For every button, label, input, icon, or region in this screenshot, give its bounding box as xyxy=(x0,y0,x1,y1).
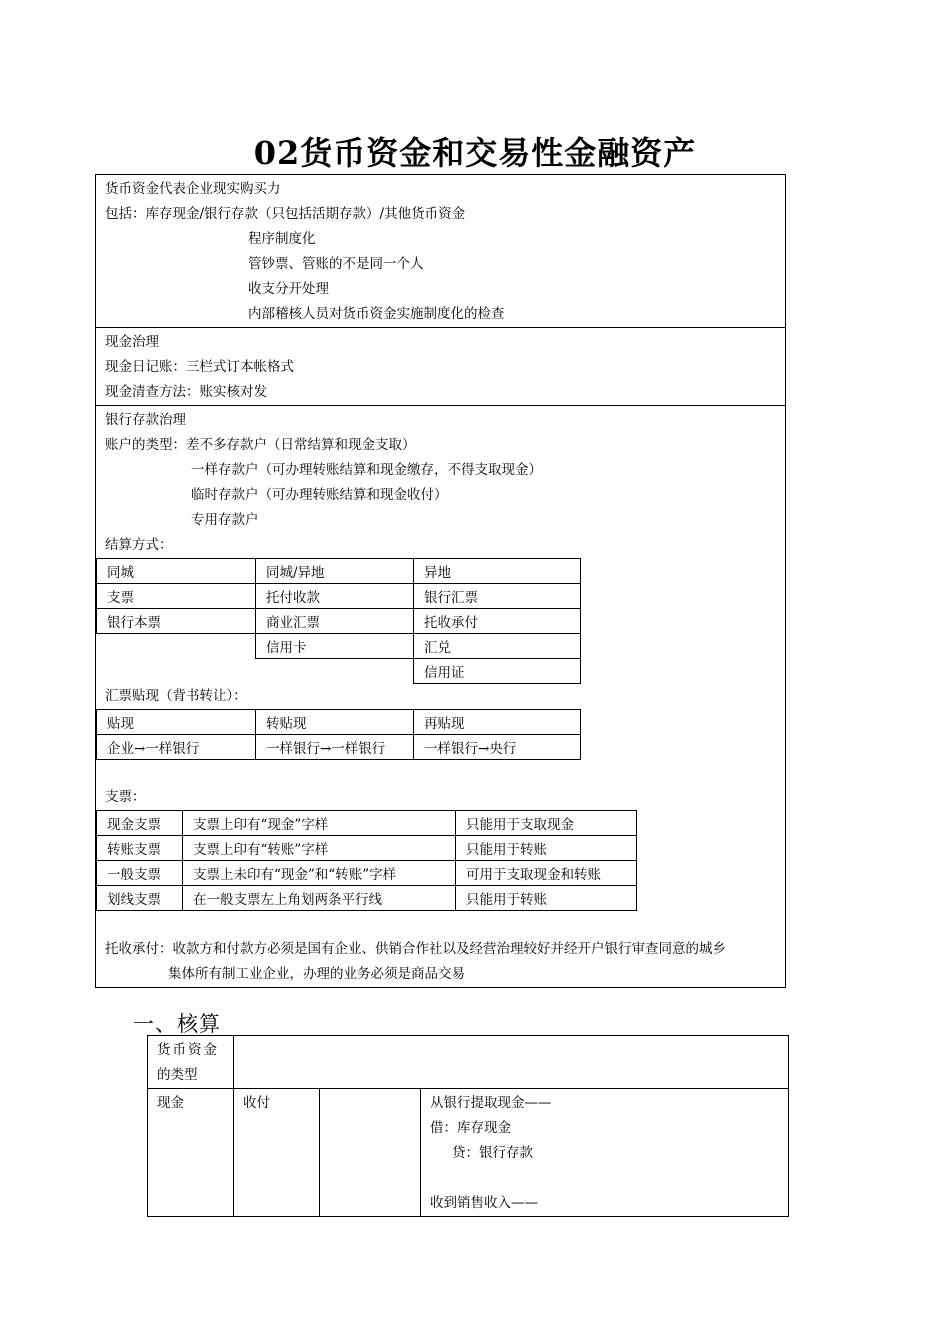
table-cell: 只能用于转账 xyxy=(456,886,637,911)
table-cell: 支票上印有“现金”字样 xyxy=(183,811,456,836)
table-cell: 信用卡 xyxy=(256,634,414,659)
cash-journal: 现金日记账：三栏式订本帐格式 xyxy=(105,359,294,375)
cash-check: 现金清查方法：账实核对发 xyxy=(105,384,267,400)
table-row xyxy=(97,710,581,735)
journal-line: 从银行提取现金—— xyxy=(430,1095,552,1111)
intro-line: 货币资金代表企业现实购买力 xyxy=(105,181,281,197)
table-cell: 再贴现 xyxy=(414,710,581,735)
collection-line: 托收承付：收款方和付款方必须是国有企业、供销合作社以及经营治理较好并经开户银行审查同意的城乡 xyxy=(105,941,726,957)
table-cell xyxy=(97,634,256,659)
table-cell: 托付收款 xyxy=(256,584,414,609)
table-cell: 同城 xyxy=(97,559,256,584)
settlement-table xyxy=(96,558,581,684)
table-cell xyxy=(320,1089,421,1217)
account-type: 专用存款户 xyxy=(191,512,259,528)
discount-table xyxy=(96,709,581,760)
table-cell: 支票上未印有“现金”和“转账”字样 xyxy=(183,861,456,886)
table-cell: 一样银行→一样银行 xyxy=(256,735,414,760)
control-item: 管钞票、管账的不是同一个人 xyxy=(248,256,424,272)
table-cell: 只能用于支取现金 xyxy=(456,811,637,836)
table-cell: 汇兑 xyxy=(414,634,581,659)
intro-section xyxy=(96,175,785,328)
journal-line: 贷：银行存款 xyxy=(452,1145,533,1161)
account-types-label: 账户的类型：差不多存款户（日常结算和现金支取） xyxy=(105,437,416,453)
table-cell: 信用证 xyxy=(414,659,581,684)
table-row xyxy=(97,836,637,861)
table-row xyxy=(148,1089,789,1217)
table-cell: 转贴现 xyxy=(256,710,414,735)
cash-section xyxy=(96,328,785,406)
table-row xyxy=(97,735,581,760)
table-row xyxy=(97,659,581,684)
table-cell xyxy=(97,659,256,684)
bank-heading: 银行存款治理 xyxy=(105,412,186,428)
account-type: 临时存款户（可办理转账结算和现金收付） xyxy=(191,487,448,503)
bank-section xyxy=(96,406,785,987)
table-row xyxy=(97,811,637,836)
table-cell xyxy=(256,659,414,684)
table-cell: 同城/异地 xyxy=(256,559,414,584)
table-cell: 转账支票 xyxy=(97,836,183,861)
table-cell: 在一般支票左上角划两条平行线 xyxy=(183,886,456,911)
table-cell: 一般支票 xyxy=(97,861,183,886)
journal-line xyxy=(430,1166,780,1191)
journal-entries xyxy=(421,1089,789,1217)
cheque-table xyxy=(96,810,637,911)
table-cell: 银行本票 xyxy=(97,609,256,634)
table-cell: 可用于支取现金和转账 xyxy=(456,861,637,886)
table-cell: 托收承付 xyxy=(414,609,581,634)
control-item: 收支分开处理 xyxy=(248,281,329,297)
settlement-label: 结算方式： xyxy=(105,537,173,553)
table-cell: 异地 xyxy=(414,559,581,584)
table-row xyxy=(148,1036,789,1089)
table-row xyxy=(97,584,581,609)
table-cell: 支票 xyxy=(97,584,256,609)
table-cell: 划线支票 xyxy=(97,886,183,911)
type-header-line: 货币资金 xyxy=(157,1042,219,1058)
section-heading: 一、核算 xyxy=(133,1012,221,1036)
control-item: 内部稽核人员对货币资金实施制度化的检查 xyxy=(248,306,505,322)
main-table xyxy=(95,174,786,988)
table-cell xyxy=(234,1036,789,1089)
table-cell: 现金支票 xyxy=(97,811,183,836)
table-row xyxy=(97,886,637,911)
table-row xyxy=(97,609,581,634)
accounting-table xyxy=(147,1035,789,1217)
table-cell: 商业汇票 xyxy=(256,609,414,634)
table-cell: 一样银行→央行 xyxy=(414,735,581,760)
page-title: 02货币资金和交易性金融资产 xyxy=(253,134,697,172)
control-item: 程序制度化 xyxy=(248,231,316,247)
table-row xyxy=(97,559,581,584)
table-cell: 企业→一样银行 xyxy=(97,735,256,760)
journal-line: 收到销售收入—— xyxy=(430,1195,538,1211)
spacer xyxy=(105,911,785,937)
intro-line: 包括：库存现金/银行存款（只包括活期存款）/其他货币资金 xyxy=(105,206,466,222)
table-row xyxy=(97,634,581,659)
table-cell: 收付 xyxy=(234,1089,320,1217)
table-cell: 只能用于转账 xyxy=(456,836,637,861)
table-cell: 支票上印有“转账”字样 xyxy=(183,836,456,861)
spacer xyxy=(105,760,785,785)
discount-label: 汇票贴现（背书转让）： xyxy=(105,688,247,704)
table-cell: 现金 xyxy=(148,1089,234,1217)
journal-line: 借：库存现金 xyxy=(430,1120,511,1136)
cheque-label: 支票： xyxy=(105,789,146,805)
collection-line: 集体所有制工业企业，办理的业务必须是商品交易 xyxy=(168,966,465,982)
type-header xyxy=(148,1036,234,1089)
table-cell: 贴现 xyxy=(97,710,256,735)
cash-heading: 现金治理 xyxy=(105,334,159,350)
table-row xyxy=(97,861,637,886)
table-cell: 银行汇票 xyxy=(414,584,581,609)
account-type: 一样存款户（可办理转账结算和现金缴存，不得支取现金） xyxy=(191,462,542,478)
type-header-line: 的类型 xyxy=(157,1067,198,1083)
